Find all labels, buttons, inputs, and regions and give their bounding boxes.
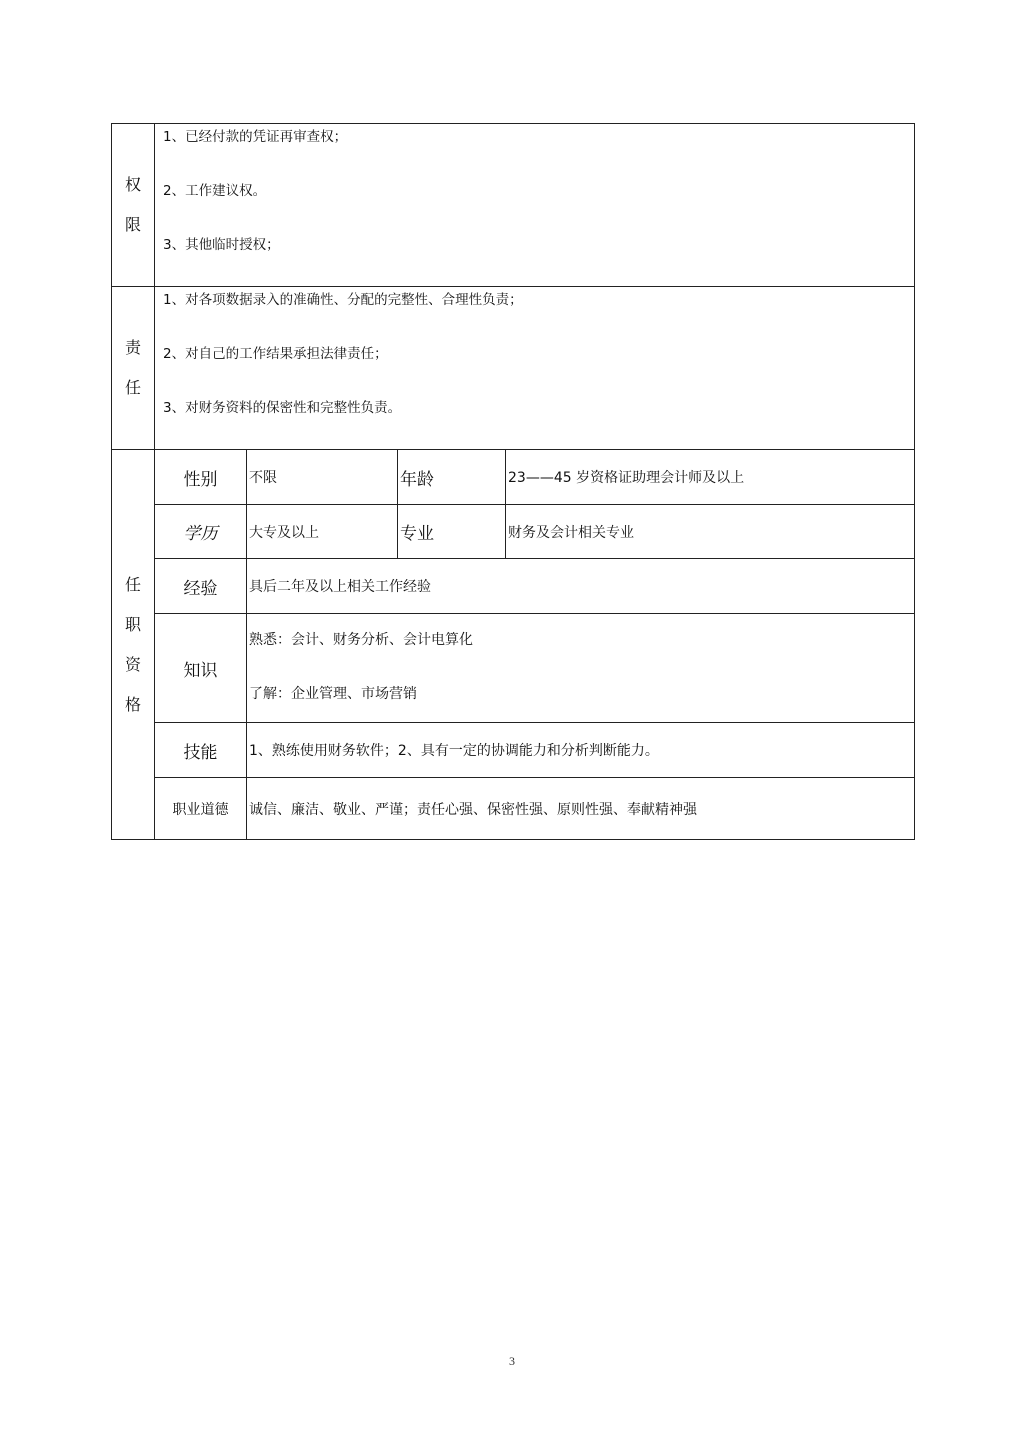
experience-row xyxy=(112,559,915,614)
gender-value: 不限 xyxy=(247,450,398,505)
authority-item: 3、其他临时授权； xyxy=(163,237,280,253)
age-value: 23——45 岁资格证助理会计师及以上 xyxy=(506,450,915,505)
responsibility-label-char: 任 xyxy=(124,378,141,397)
skills-value: 1、熟练使用财务软件；2、具有一定的协调能力和分析判断能力。 xyxy=(247,723,915,778)
experience-value: 具后二年及以上相关工作经验 xyxy=(247,559,915,614)
responsibility-items xyxy=(155,287,915,450)
major-value: 财务及会计相关专业 xyxy=(506,505,915,559)
knowledge-line: 熟悉：会计、财务分析、会计电算化 xyxy=(249,632,473,648)
authority-label-char: 限 xyxy=(124,215,141,234)
skills-label: 技能 xyxy=(155,723,247,778)
ethics-label: 职业道德 xyxy=(155,778,247,840)
qualification-label-char: 格 xyxy=(124,694,141,714)
knowledge-label: 知识 xyxy=(155,614,247,723)
gender-label: 性别 xyxy=(155,450,247,505)
qualification-label xyxy=(112,450,155,840)
knowledge-row xyxy=(112,614,915,723)
responsibility-item: 1、对各项数据录入的准确性、分配的完整性、合理性负责； xyxy=(163,292,523,308)
experience-label: 经验 xyxy=(155,559,247,614)
responsibility-label-char: 责 xyxy=(124,338,141,357)
ethics-value: 诚信、廉洁、敬业、严谨；责任心强、保密性强、原则性强、奉献精神强 xyxy=(247,778,915,840)
page-number: 3 xyxy=(509,1354,515,1368)
knowledge-value xyxy=(247,614,915,723)
responsibility-item: 3、对财务资料的保密性和完整性负责。 xyxy=(163,400,402,416)
ethics-row xyxy=(112,778,915,840)
job-description-table xyxy=(111,123,915,840)
responsibility-item: 2、对自己的工作结果承担法律责任； xyxy=(163,346,388,362)
major-label: 专业 xyxy=(398,505,506,559)
age-label: 年龄 xyxy=(398,450,506,505)
authority-label xyxy=(112,124,155,287)
authority-row xyxy=(112,124,915,287)
authority-label-char: 权 xyxy=(124,175,141,194)
qualification-label-char: 职 xyxy=(124,614,141,634)
responsibility-label xyxy=(112,287,155,450)
authority-item: 1、已经付款的凭证再审查权； xyxy=(163,129,348,145)
qualification-label-char: 资 xyxy=(124,654,141,674)
skills-row xyxy=(112,723,915,778)
qualification-label-char: 任 xyxy=(124,574,141,594)
knowledge-line: 了解：企业管理、市场营销 xyxy=(249,686,417,702)
authority-items xyxy=(155,124,915,287)
education-major-row xyxy=(112,505,915,559)
responsibility-row xyxy=(112,287,915,450)
authority-item: 2、工作建议权。 xyxy=(163,183,267,199)
gender-age-row xyxy=(112,450,915,505)
education-label: 学历 xyxy=(155,505,247,559)
education-value: 大专及以上 xyxy=(247,505,398,559)
